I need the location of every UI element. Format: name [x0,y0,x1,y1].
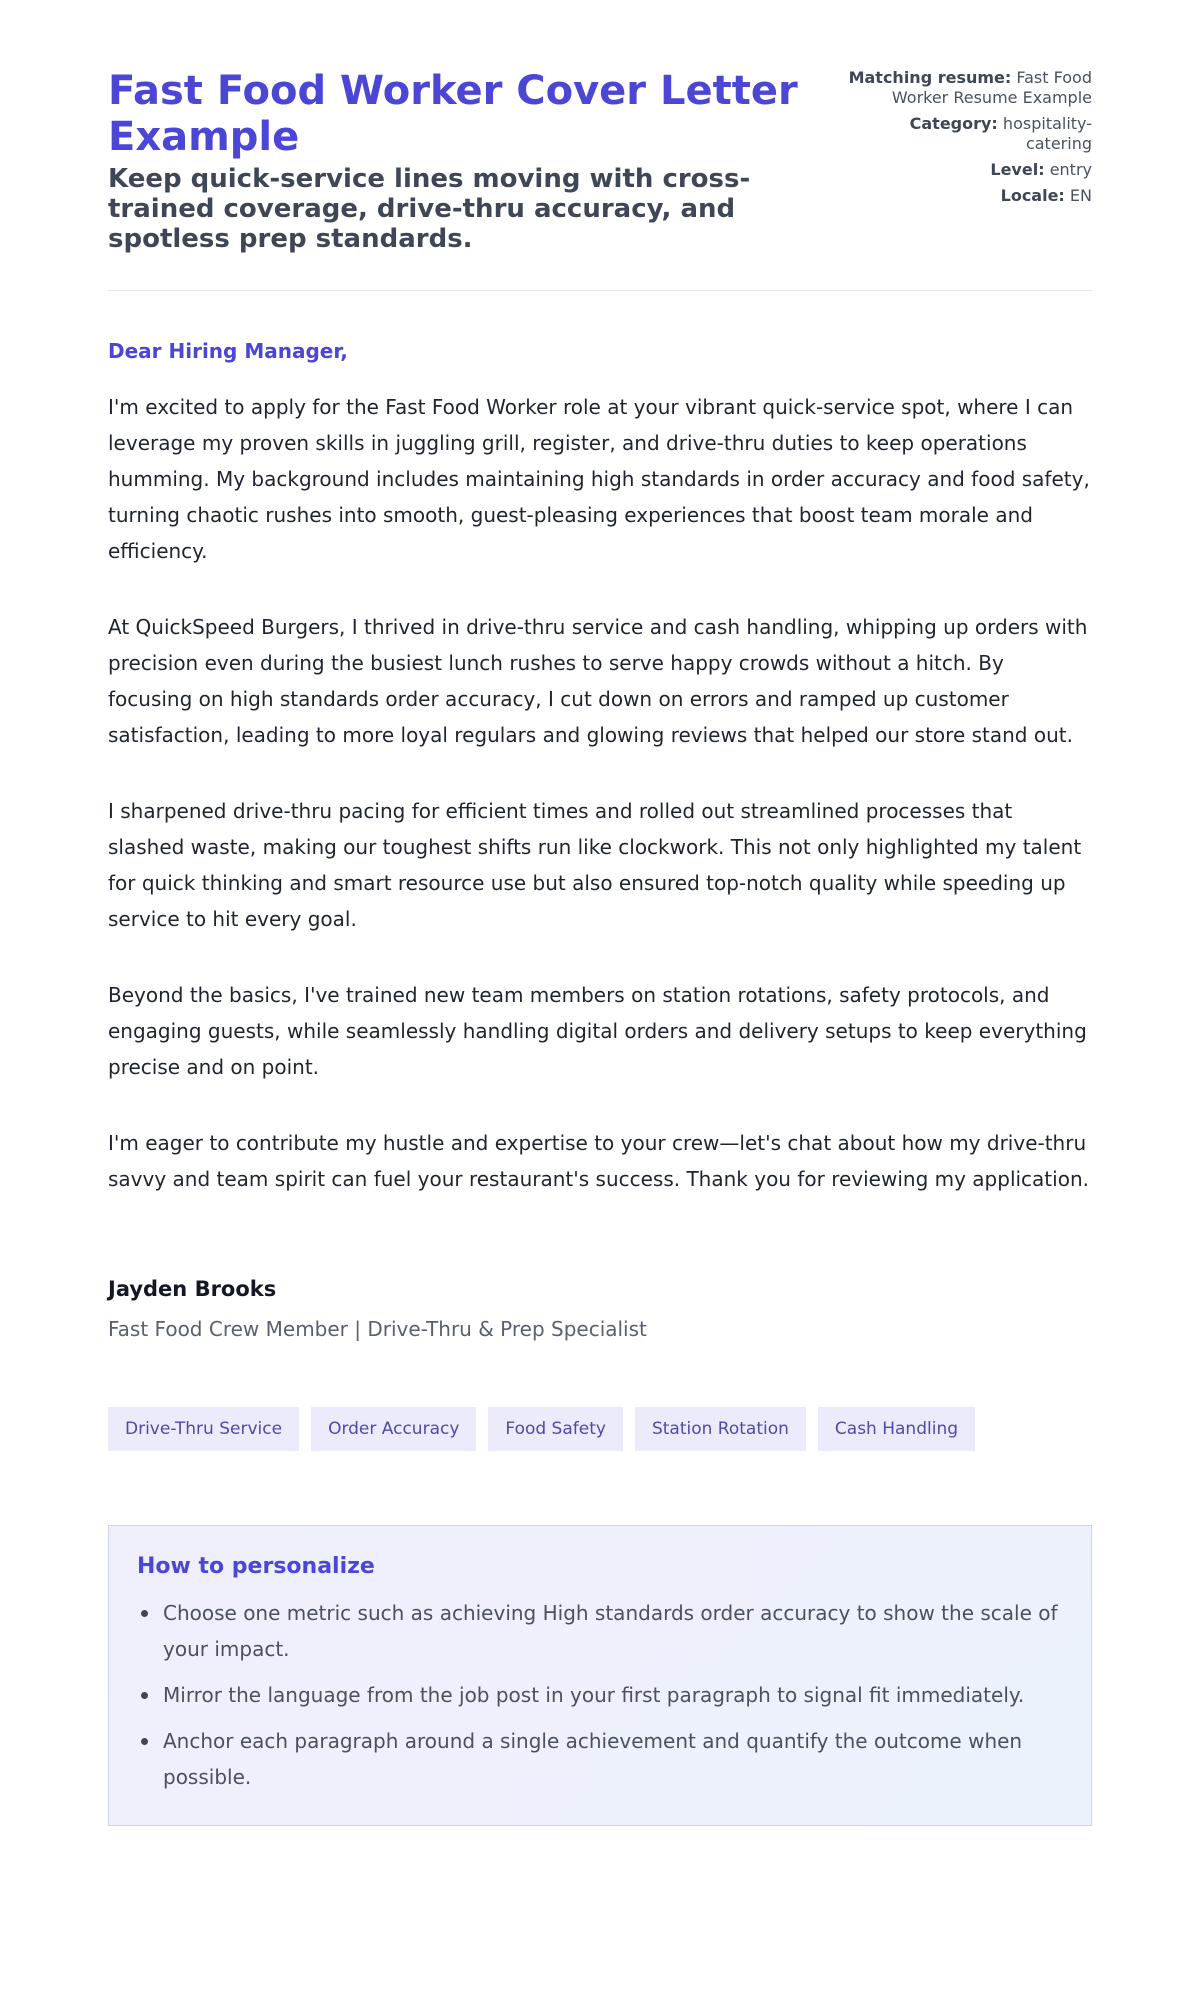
tips-list-item [137,1595,1063,1667]
meta-label: Matching resume: [848,68,1012,87]
meta-value: Fast Food Worker Resume Example [891,68,1092,107]
page-header [108,68,1092,291]
tips-list-item [137,1677,1063,1713]
meta-category [848,114,1092,154]
meta-label: Level: [990,160,1045,179]
page-subtitle: Keep quick-service lines moving with cross-trained coverage, drive-thru accuracy, and spotless prep standards. [108,164,751,254]
meta-value: entry [1049,160,1092,179]
tip-text: Mirror the language from the job post in your first paragraph to signal fit immediately. [163,1683,1025,1707]
personalize-tips-box [108,1525,1092,1826]
skill-tag: Food Safety [488,1407,623,1451]
letter-paragraph: I'm excited to apply for the Fast Food Worker role at your vibrant quick-service spot, where I can leverage my proven skills in juggling grill, register, and drive-thru duties to keep operations humming. My background includes maintaining high standards in order accuracy and food safety, turning chaotic rushes into smooth, guest-pleasing experiences that boost team morale and efficiency. [108,395,1090,563]
tip-text: Anchor each paragraph around a single achievement and quantify the outcome when possible. [163,1729,1023,1789]
letter-greeting: Dear Hiring Manager, [108,339,348,363]
meta-value: hospitality-catering [1002,114,1092,153]
meta-label: Locale: [1000,186,1065,205]
meta-locale [848,186,1092,206]
signature-name: Jayden Brooks [108,1277,277,1301]
page-title: Fast Food Worker Cover Letter Example [108,68,798,160]
tip-text: Choose one metric such as achieving High standards order accuracy to show the scale of your impact. [163,1601,1058,1661]
letter-body [108,339,1092,1341]
meta-value: EN [1069,186,1092,205]
letter-paragraph: I'm eager to contribute my hustle and expertise to your crew—let's chat about how my drive-thru savvy and team spirit can fuel your restaurant's success. Thank you for reviewing my application. [108,1131,1089,1191]
skill-tags [108,1407,1092,1451]
skill-tag: Drive-Thru Service [108,1407,299,1451]
bullet-icon [141,1610,148,1617]
tips-list [137,1595,1063,1795]
tips-title: How to personalize [137,1554,375,1579]
meta-level [848,160,1092,180]
skill-tag: Cash Handling [818,1407,975,1451]
letter-paragraph: At QuickSpeed Burgers, I thrived in drive-thru service and cash handling, whipping up orders with precision even during the busiest lunch rushes to serve happy crowds without a hitch. By focusing on high standards order accuracy, I cut down on errors and ramped up customer satisfaction, leading to more loyal regulars and glowing reviews that helped our store stand out. [108,615,1088,747]
meta-panel [848,68,1092,212]
signature-block [108,1277,1092,1341]
bullet-icon [141,1738,148,1745]
letter-paragraph: I sharpened drive-thru pacing for efficient times and rolled out streamlined processes that slashed waste, making our toughest shifts run like clockwork. This not only highlighted my talent for quick thinking and smart resource use but also ensured top-notch quality while speeding up service to hit every goal. [108,799,1082,931]
letter-paragraph: Beyond the basics, I've trained new team members on station rotations, safety protocols, and engaging guests, while seamlessly handling digital orders and delivery setups to keep everything precise and on point. [108,983,1087,1079]
meta-matching-resume [848,68,1092,108]
bullet-icon [141,1692,148,1699]
signature-title: Fast Food Crew Member | Drive-Thru & Prep Specialist [108,1317,647,1341]
skill-tag: Station Rotation [635,1407,806,1451]
tips-list-item [137,1723,1063,1795]
skill-tag: Order Accuracy [311,1407,476,1451]
meta-label: Category: [909,114,998,133]
header-titles [108,68,848,254]
